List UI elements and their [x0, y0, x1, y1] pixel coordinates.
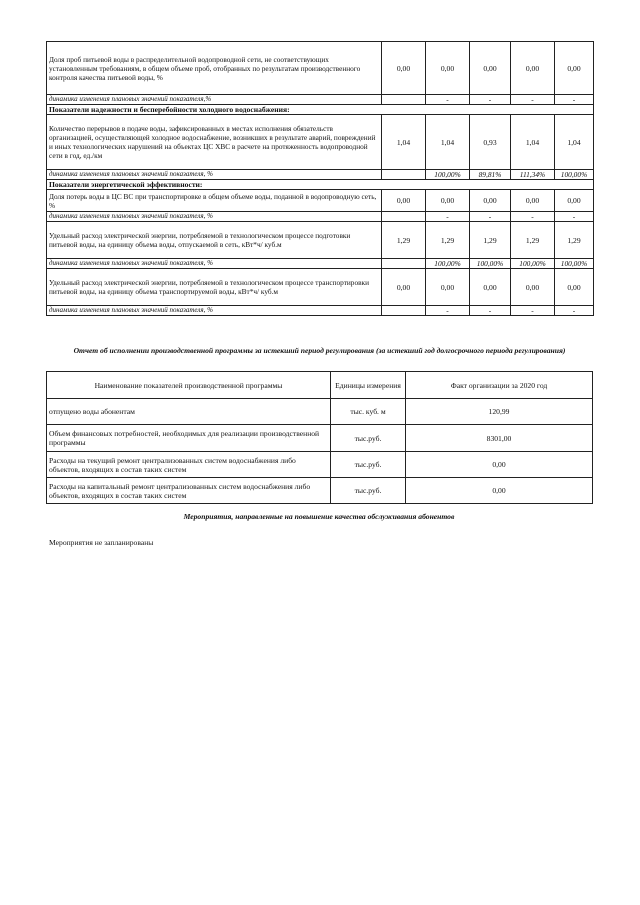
indicator-label: Доля потерь воды в ЦС ВС при транспортировке в общем объеме воды, поданной в водопроводную сеть, %	[47, 190, 382, 212]
dynamics-value: -	[470, 212, 511, 222]
dynamics-value	[382, 95, 426, 105]
indicator-value: 1,29	[511, 222, 555, 259]
report-row-fact: 0,00	[406, 452, 593, 478]
indicator-value: 1,29	[555, 222, 594, 259]
dynamics-value: -	[426, 212, 470, 222]
indicator-value: 1,29	[426, 222, 470, 259]
dynamics-value	[382, 170, 426, 180]
indicator-value: 1,04	[555, 115, 594, 170]
dynamics-value: 89,81%	[470, 170, 511, 180]
dynamics-label: динамика изменения плановых значений показателя, %	[47, 170, 382, 180]
indicator-value: 0,00	[511, 269, 555, 306]
report-row-unit: тыс. куб. м	[331, 399, 406, 425]
report-row-name: Расходы на текущий ремонт централизованных систем водоснабжения либо объектов, входящих в состав таких систем	[47, 452, 331, 478]
indicator-value: 0,00	[511, 190, 555, 212]
indicator-value: 1,04	[382, 115, 426, 170]
report-row-name: Расходы на капитальный ремонт централизованных систем водоснабжения либо объектов, входящих в состав таких систем	[47, 478, 331, 504]
report-row	[47, 478, 593, 504]
report-row	[47, 452, 593, 478]
report-row-fact: 120,99	[406, 399, 593, 425]
report-row-name: отпущено воды абонентам	[47, 399, 331, 425]
indicator-label: Доля проб питьевой воды в распределительной водопроводной сети, не соответствующих установленным требованиям, в общем объеме проб, отобранных по результатам производственного контроля качества питьевой воды, %	[47, 42, 382, 95]
indicator-value: 0,00	[382, 190, 426, 212]
dynamics-row	[47, 259, 594, 269]
indicator-value: 0,00	[555, 269, 594, 306]
dynamics-row	[47, 170, 594, 180]
dynamics-value: 100,00%	[555, 259, 594, 269]
dynamics-value: -	[511, 95, 555, 105]
indicator-value: 0,00	[426, 42, 470, 95]
dynamics-value: 100,00%	[470, 259, 511, 269]
dynamics-value: -	[470, 306, 511, 316]
report-row-fact: 0,00	[406, 478, 593, 504]
indicator-value: 0,00	[426, 269, 470, 306]
indicator-row	[47, 190, 594, 212]
dynamics-value: -	[426, 306, 470, 316]
dynamics-value: 111,34%	[511, 170, 555, 180]
report-table	[46, 371, 593, 504]
indicator-label: Удельный расход электрической энергии, потребляемой в технологическом процессе транспортировки питьевой воды, на единицу объема транспортируемой воды, кВт*ч/ куб.м	[47, 269, 382, 306]
measures-title: Мероприятия, направленные на повышение качества обслуживания абонентов	[183, 512, 455, 521]
dynamics-label: динамика изменения плановых значений показателя, %	[47, 306, 382, 316]
section-header	[47, 105, 594, 115]
indicator-value: 0,00	[382, 42, 426, 95]
indicator-value: 0,00	[511, 42, 555, 95]
dynamics-value: -	[470, 95, 511, 105]
report-header-row	[47, 372, 593, 399]
indicator-row	[47, 115, 594, 170]
indicator-value: 0,93	[470, 115, 511, 170]
indicator-value: 0,00	[470, 190, 511, 212]
dynamics-value: -	[555, 95, 594, 105]
measures-text: Мероприятия не запланированы	[49, 538, 154, 547]
dynamics-value: 100,00%	[555, 170, 594, 180]
dynamics-value: -	[511, 212, 555, 222]
indicator-value: 0,00	[470, 269, 511, 306]
report-header-unit: Единицы измерения	[331, 372, 406, 399]
dynamics-row	[47, 306, 594, 316]
section-title: Показатели надежности и бесперебойности холодного водоснабжения:	[47, 105, 594, 115]
indicator-row	[47, 42, 594, 95]
report-header-fact: Факт организации за 2020 год	[406, 372, 593, 399]
dynamics-value	[382, 259, 426, 269]
report-row-name: Объем финансовых потребностей, необходимых для реализации производственной программы	[47, 425, 331, 452]
indicators-table	[46, 41, 594, 316]
dynamics-row	[47, 212, 594, 222]
indicator-value: 0,00	[470, 42, 511, 95]
indicator-value: 0,00	[555, 42, 594, 95]
indicator-value: 0,00	[426, 190, 470, 212]
dynamics-value: -	[511, 306, 555, 316]
report-row	[47, 425, 593, 452]
dynamics-value: -	[426, 95, 470, 105]
report-row-unit: тыс.руб.	[331, 425, 406, 452]
dynamics-label: динамика изменения плановых значений показателя,%	[47, 95, 382, 105]
dynamics-value: 100,00%	[426, 170, 470, 180]
dynamics-value: 100,00%	[426, 259, 470, 269]
report-row-unit: тыс.руб.	[331, 478, 406, 504]
report-row-unit: тыс.руб.	[331, 452, 406, 478]
report-header-name: Наименование показателей производственной программы	[47, 372, 331, 399]
indicator-value: 1,04	[426, 115, 470, 170]
indicator-value: 1,04	[511, 115, 555, 170]
indicator-row	[47, 222, 594, 259]
dynamics-value	[382, 212, 426, 222]
report-row-fact: 8301,00	[406, 425, 593, 452]
report-row	[47, 399, 593, 425]
indicator-value: 0,00	[555, 190, 594, 212]
dynamics-label: динамика изменения плановых значений показателя, %	[47, 259, 382, 269]
dynamics-value: -	[555, 212, 594, 222]
dynamics-row	[47, 95, 594, 105]
section-title: Показатели энергетической эффективности:	[47, 180, 594, 190]
indicator-value: 1,29	[470, 222, 511, 259]
report-title: Отчет об исполнении производственной программы за истекший период регулирования (за истекший год долгосрочного периода регулирования)	[73, 346, 566, 355]
indicator-row	[47, 269, 594, 306]
section-header	[47, 180, 594, 190]
indicator-label: Количество перерывов в подаче воды, зафиксированных в местах исполнения обязательств организацией, осуществляющей холодное водоснабжение, возникших в результате аварий, повреждений и иных технологических нарушений на объектах ЦС ХВС в расчете на протяженность водопроводной сети в год, ед./км	[47, 115, 382, 170]
indicator-value: 1,29	[382, 222, 426, 259]
dynamics-value: -	[555, 306, 594, 316]
indicator-value: 0,00	[382, 269, 426, 306]
dynamics-value	[382, 306, 426, 316]
indicator-label: Удельный расход электрической энергии, потребляемой в технологическом процессе подготовки питьевой воды, на единицу объема воды, отпускаемой в сеть, кВт*ч/ куб.м	[47, 222, 382, 259]
dynamics-value: 100,00%	[511, 259, 555, 269]
dynamics-label: динамика изменения плановых значений показателя, %	[47, 212, 382, 222]
